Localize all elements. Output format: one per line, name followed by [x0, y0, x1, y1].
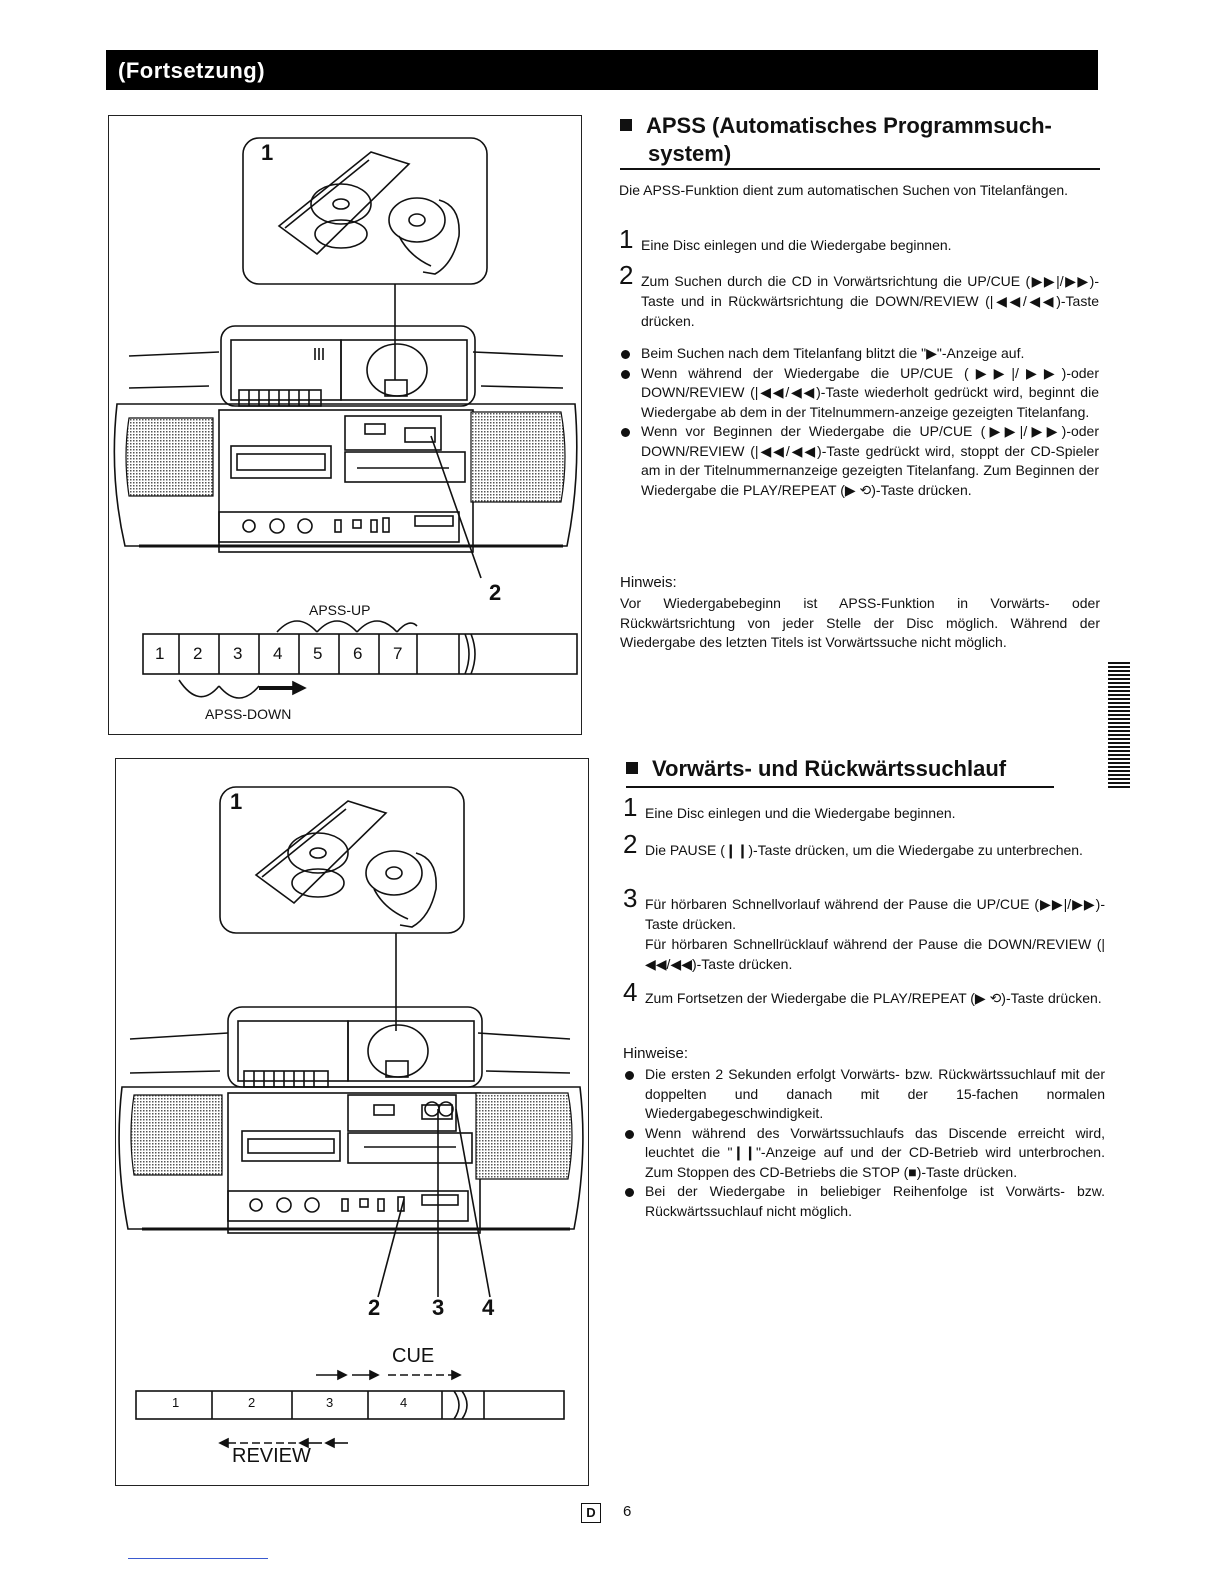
step-number: 1: [623, 792, 638, 822]
apss-title: [620, 112, 1100, 168]
search-step-3: [623, 883, 1105, 974]
bullet-dot: [625, 1071, 634, 1080]
bullet-item: [623, 1124, 1105, 1183]
figure-search: [115, 758, 589, 1486]
bullet-item: [623, 1065, 1105, 1124]
bullet-dot: [625, 1188, 634, 1197]
step-number: 3: [623, 883, 638, 913]
bullet-text: Beim Suchen nach dem Titelanfang blitzt die "▶"-Anzeige auf.: [641, 345, 1025, 361]
bullet-item: [619, 344, 1099, 364]
apss-title-line1: APSS (Automatisches Programmsuch-: [646, 113, 1052, 138]
step-text: Zum Suchen durch die CD in Vorwärtsrichtung die UP/CUE (▶▶|/▶▶)-Taste und in Rückwärtsrichtung die DOWN/REVIEW (|◀◀/◀◀)-Taste drücken.: [641, 273, 1099, 329]
figure-apss: [108, 115, 582, 735]
bullet-item: [623, 1182, 1105, 1221]
apss-title-line2: system): [648, 141, 732, 166]
bullet-dot: [621, 350, 630, 359]
review-label: REVIEW: [232, 1445, 311, 1467]
search-bullets: [623, 1065, 1105, 1221]
bullet-text: Wenn während des Vorwärtssuchlaufs das Discende erreicht wird, leuchtet die "❙❙"-Anzeige auf und der CD-Betrieb wird unterbrochen. Zum Stoppen des CD-Betriebs die STOP (■)-Taste drücken.: [645, 1124, 1105, 1180]
search-note-label: Hinweise:: [623, 1045, 689, 1062]
apss-bullets: [619, 344, 1099, 500]
step-number: 2: [619, 260, 634, 290]
apss-note-label: Hinweis:: [620, 574, 677, 591]
track-4: 4: [400, 1395, 408, 1410]
step-text: Die PAUSE (❙❙)-Taste drücken, um die Wiedergabe zu unterbrechen.: [645, 842, 1083, 858]
apss-step-1: [619, 224, 1099, 255]
page-language-badge: D: [581, 1503, 601, 1523]
track-7: 7: [393, 644, 403, 663]
track-1: 1: [155, 644, 165, 663]
callout-2: 2: [368, 1295, 381, 1320]
apss-track-strip: [179, 634, 475, 674]
step-text: Eine Disc einlegen und die Wiedergabe beginnen.: [641, 237, 952, 253]
search-title-text: Vorwärts- und Rückwärtssuchlauf: [652, 756, 1007, 781]
search-title: [626, 755, 1066, 783]
bullet-dot: [625, 1130, 634, 1139]
apss-up-label: APSS-UP: [309, 602, 371, 618]
bullet-dot: [621, 370, 630, 379]
step-text-2: Für hörbaren Schnellrücklauf während der Pause die DOWN/REVIEW (|◀◀/◀◀)-Taste drücken.: [645, 936, 1105, 972]
apss-illustration: [109, 116, 583, 736]
apss-down-label: APSS-DOWN: [205, 706, 292, 722]
search-step-4: [623, 977, 1105, 1008]
section-tab-marks: [1108, 662, 1130, 790]
bullet-item: [619, 422, 1099, 500]
track-4: 4: [273, 644, 283, 663]
search-title-rule: [626, 786, 1054, 788]
bullet-text: Wenn während der Wiedergabe die UP/CUE (▶▶|/▶▶)-oder DOWN/REVIEW (|◀◀/◀◀)-Taste wiederholt gedrückt wird, beginnt die Wiedergabe ab dem in der Titelnummern-anzeige gezeigten Titelanfang.: [641, 364, 1099, 420]
page-number: 6: [623, 1503, 632, 1520]
search-step-2: [623, 829, 1105, 860]
apss-note-text: Vor Wiedergabebeginn ist APSS-Funktion in Vorwärts- oder Rückwärtsrichtung von jeder Stelle der Disc möglich. Während der Wiedergabe des letzten Titels ist Vorwärtssuche nicht möglich.: [620, 595, 1100, 650]
callout-1: 1: [261, 140, 274, 165]
step-text: Eine Disc einlegen und die Wiedergabe beginnen.: [645, 805, 956, 821]
step-number: 4: [623, 977, 638, 1007]
header-label: (Fortsetzung): [118, 58, 266, 83]
step-number: 2: [623, 829, 638, 859]
footer-line: [128, 1558, 268, 1559]
bullet-text: Bei der Wiedergabe in beliebiger Reihenfolge ist Vorwärts- bzw. Rückwärtssuchlauf nicht möglich.: [645, 1183, 1105, 1219]
step-text: Zum Fortsetzen der Wiedergabe die PLAY/REPEAT (▶ ⟲)-Taste drücken.: [645, 990, 1102, 1006]
bullet-text: Die ersten 2 Sekunden erfolgt Vorwärts- bzw. Rückwärtssuchlauf mit der doppelten und danach mit der 15-fachen normalen Wiedergabegeschwindigkeit.: [645, 1066, 1105, 1121]
bullet-text: Wenn vor Beginnen der Wiedergabe die UP/CUE (▶▶|/▶▶)-oder DOWN/REVIEW (|◀◀/◀◀)-Taste gedrückt wird, stoppt der CD-Spieler am in der Titelnummernanzeige gezeigten Titelanfang. Zum Beginnen der Wiedergabe die PLAY/REPEAT (▶ ⟲)-Taste drücken.: [641, 423, 1100, 498]
cue-label: CUE: [392, 1345, 435, 1367]
apss-title-rule: [620, 168, 1100, 170]
track-3: 3: [233, 644, 243, 663]
search-step-1: [623, 792, 1105, 823]
track-2: 2: [193, 644, 203, 663]
callout-1: 1: [230, 789, 243, 814]
callout-4: 4: [482, 1295, 495, 1320]
track-5: 5: [313, 644, 323, 663]
apss-intro: Die APSS-Funktion dient zum automatischen Suchen von Titelanfängen.: [619, 182, 1069, 198]
bullet-item: [619, 364, 1099, 423]
bullet-dot: [621, 428, 630, 437]
step-text: Für hörbaren Schnellvorlauf während der Pause die UP/CUE (▶▶|/▶▶)-Taste drücken.: [645, 896, 1105, 932]
search-illustration: [116, 759, 590, 1487]
track-6: 6: [353, 644, 363, 663]
callout-2: 2: [489, 580, 502, 605]
track-3: 3: [326, 1395, 334, 1410]
track-2: 2: [248, 1395, 256, 1410]
step-number: 1: [619, 224, 634, 254]
callout-3: 3: [432, 1295, 445, 1320]
track-1: 1: [172, 1395, 180, 1410]
apss-step-2: [619, 260, 1099, 331]
